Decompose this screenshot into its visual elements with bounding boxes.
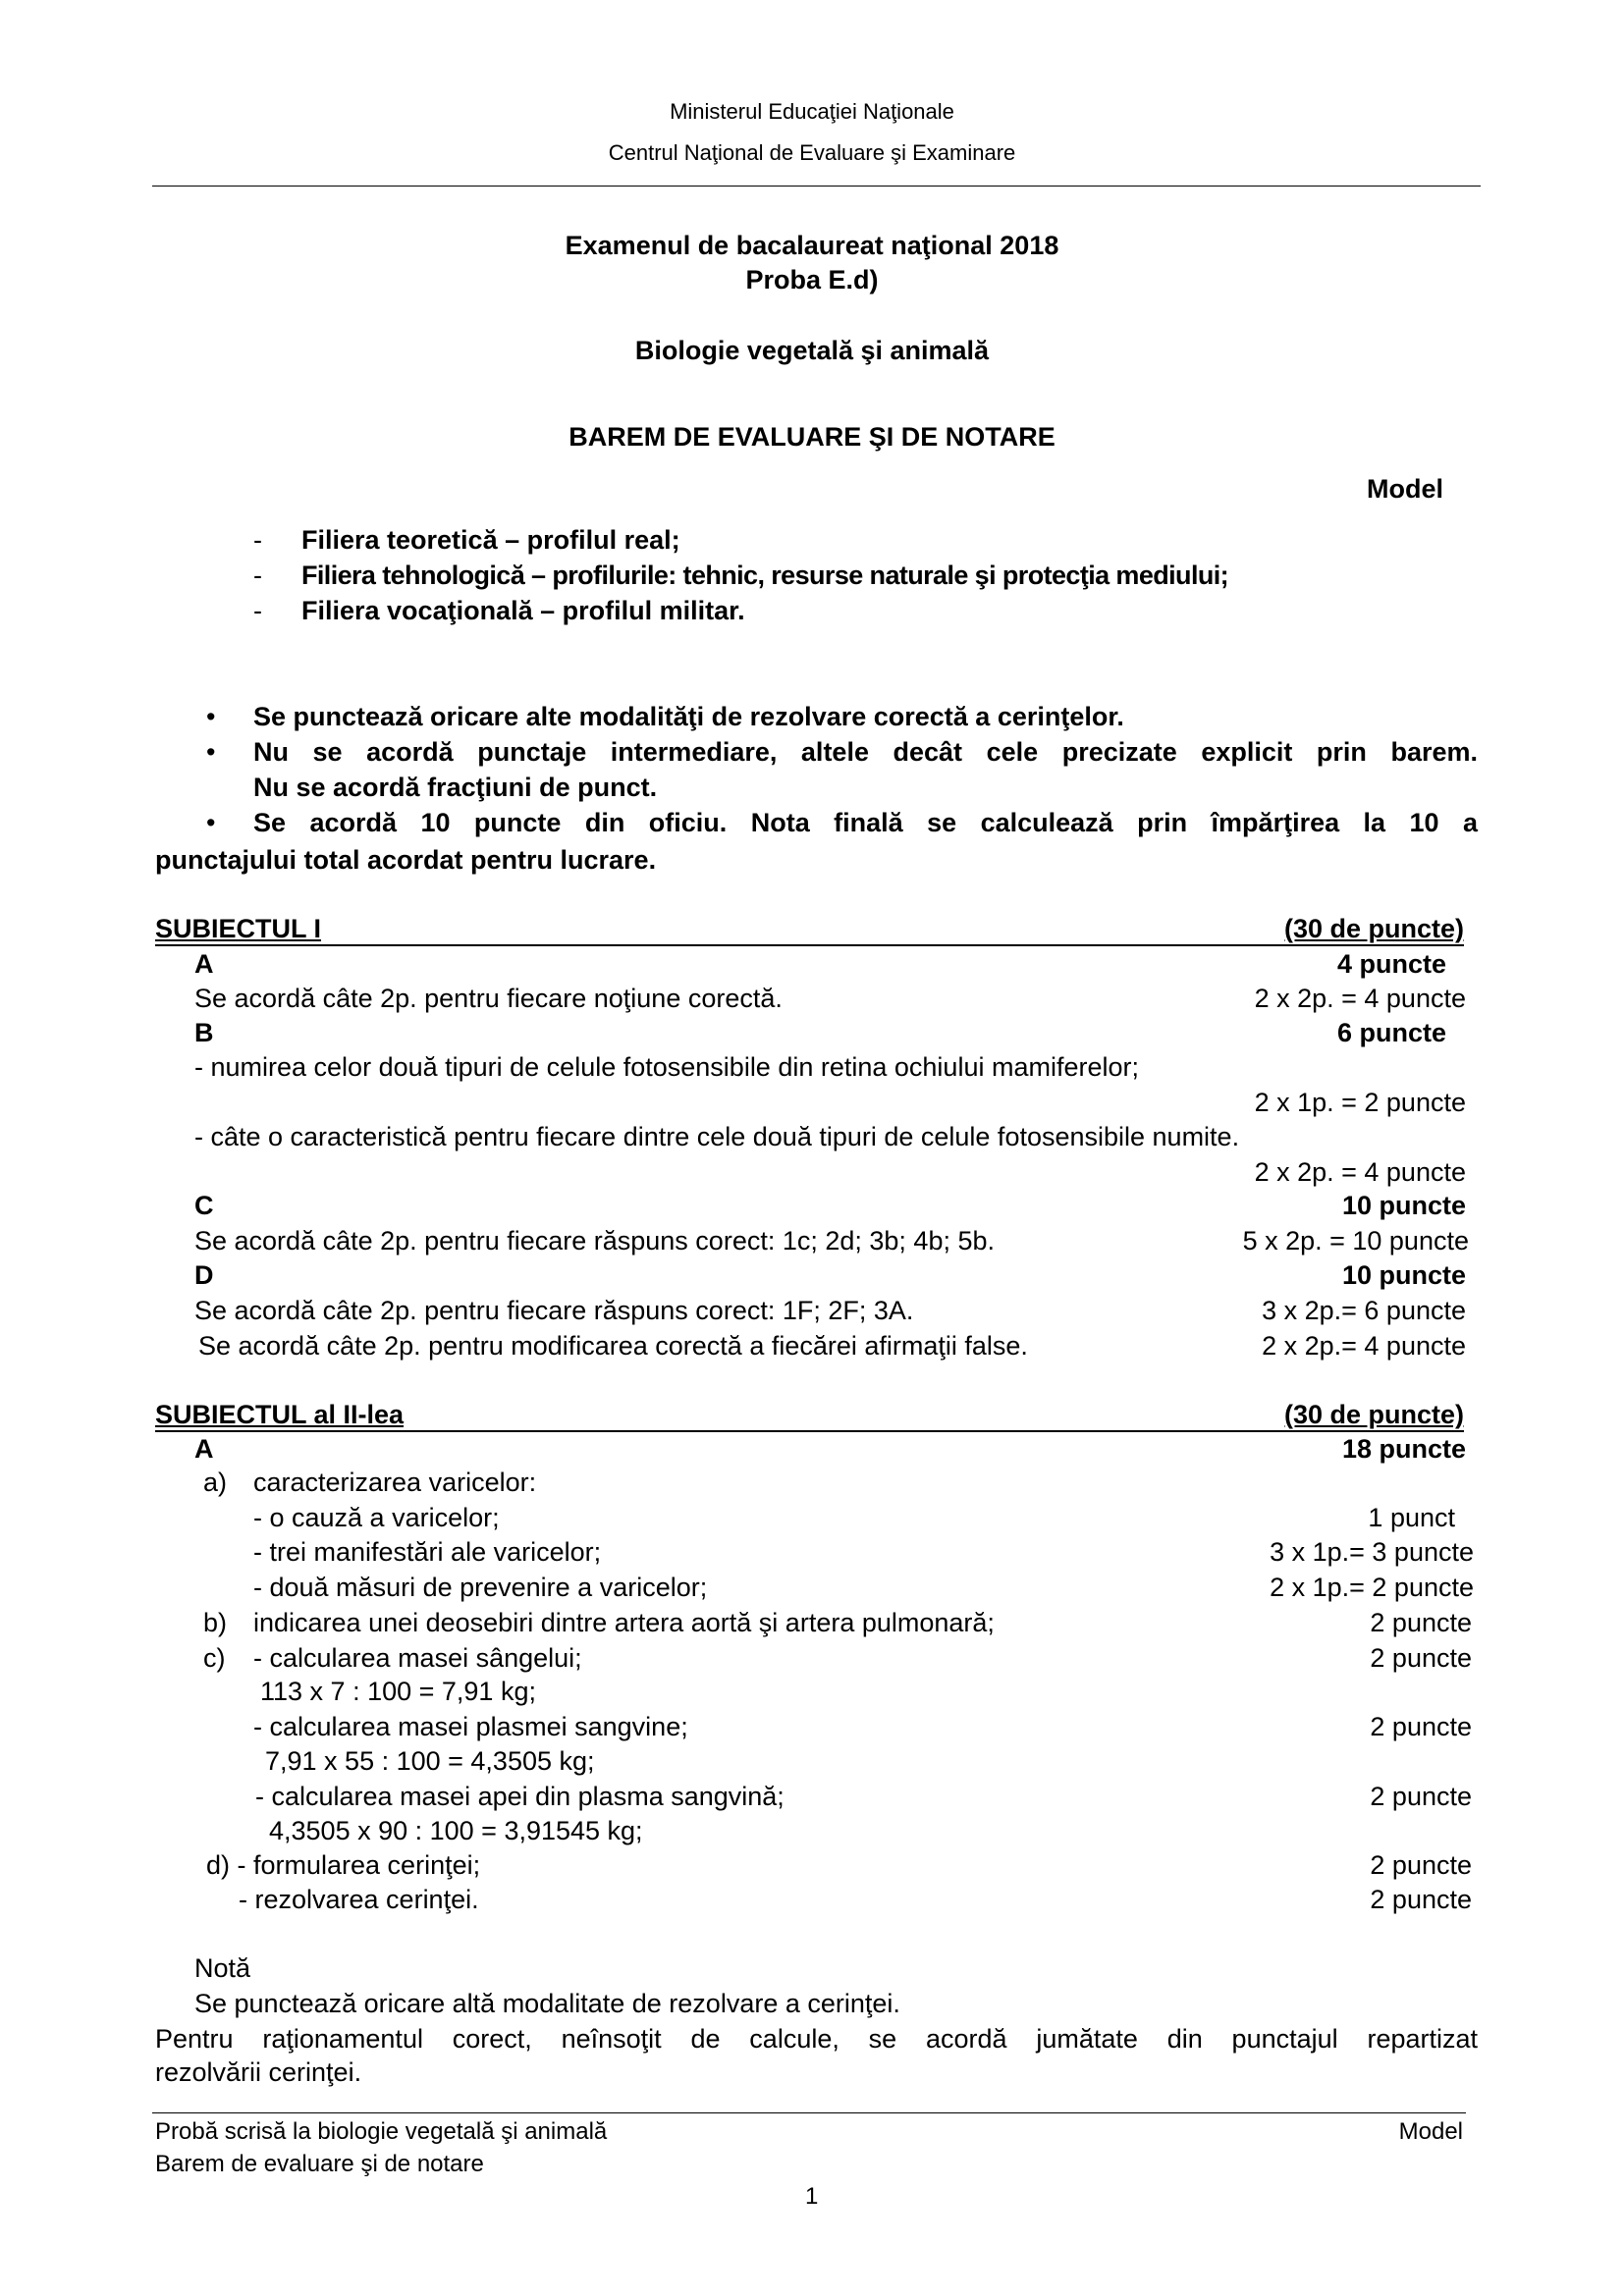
rule-3: Se acordă 10 puncte din oficiu. Nota finală se calculează prin împărţirea la 10 a (253, 808, 1478, 837)
s2-item-a-points: 18 puncte (1341, 1434, 1466, 1464)
subiect-1-title: SUBIECTUL I (155, 914, 322, 943)
item-d-label: D (194, 1260, 214, 1290)
item-b-points: 6 puncte (1336, 1018, 1446, 1047)
item-b-text-2: - câte o caracteristică pentru fiecare dintre cele două tipuri de celule fotosensibile numite. (194, 1122, 1240, 1151)
sub-d-2: - rezolvarea cerinţei. (239, 1885, 479, 1914)
sub-c-2-score: 2 puncte (1370, 1712, 1472, 1741)
sub-a-text: caracterizarea varicelor: (253, 1468, 537, 1497)
item-a-text: Se acordă câte 2p. pentru fiecare noţiune corectă. (194, 984, 783, 1013)
sub-a-label: a) (203, 1468, 228, 1497)
sub-c-label: c) (203, 1643, 226, 1673)
sub-a-3: - două măsuri de prevenire a varicelor; (253, 1573, 708, 1602)
item-b-score-1: 2 x 1p. = 2 puncte (1254, 1088, 1466, 1117)
sub-c-2-formula: 7,91 x 55 : 100 = 4,3505 kg; (265, 1746, 595, 1776)
sub-a-3-score: 2 x 1p.= 2 puncte (1270, 1573, 1474, 1602)
sub-c-1-formula: 113 x 7 : 100 = 7,91 kg; (260, 1677, 536, 1706)
filiera-item: Filiera vocaţională – profilul militar. (301, 596, 745, 625)
bullet: • (206, 808, 216, 837)
sub-c-1: - calcularea masei sângelui; (253, 1643, 582, 1673)
s2-item-a-label: A (194, 1434, 214, 1464)
subiect-1-heading (155, 913, 1464, 946)
footer-line-1: Probă scrisă la biologie vegetală şi animală (155, 2118, 608, 2145)
item-c-text: Se acordă câte 2p. pentru fiecare răspuns corect: 1c; 2d; 3b; 4b; 5b. (194, 1226, 995, 1255)
rule-1: Se punctează oricare alte modalităţi de rezolvare corectă a cerinţelor. (253, 702, 1124, 731)
item-b-text-1: - numirea celor două tipuri de celule fotosensibile din retina ochiului mamiferelor; (194, 1052, 1139, 1082)
nota-title: Notă (194, 1953, 251, 1983)
sub-c-3-score: 2 puncte (1370, 1782, 1472, 1811)
item-d-score-1: 3 x 2p.= 6 puncte (1262, 1296, 1466, 1325)
bullet: • (206, 702, 216, 731)
sub-a-1: - o cauză a varicelor; (253, 1503, 500, 1532)
bullet: • (206, 737, 216, 767)
item-c-score: 5 x 2p. = 10 puncte (1242, 1226, 1469, 1255)
footer-line-2: Barem de evaluare şi de notare (155, 2151, 484, 2177)
page-number: 1 (805, 2183, 819, 2210)
sub-a-2-score: 3 x 1p.= 3 puncte (1270, 1537, 1474, 1567)
item-d-text-2: Se acordă câte 2p. pentru modificarea corectă a fiecărei afirmaţii false. (198, 1331, 1028, 1361)
subiect-2-heading (155, 1399, 1464, 1432)
item-b-label: B (194, 1018, 214, 1047)
item-c-label: C (194, 1191, 214, 1220)
header-divider (152, 186, 1481, 187)
header-ministry: Ministerul Educaţiei Naţionale (670, 99, 954, 124)
rule-2-cont: Nu se acordă fracţiuni de punct. (253, 773, 658, 802)
exam-subject: Biologie vegetală şi animală (634, 336, 990, 365)
header-center: Centrul Naţional de Evaluare şi Examinare (608, 140, 1016, 165)
item-a-label: A (194, 949, 214, 979)
sub-d-2-score: 2 puncte (1370, 1885, 1472, 1914)
footer-divider (152, 2112, 1466, 2113)
sub-c-3-formula: 4,3505 x 90 : 100 = 3,91545 kg; (269, 1816, 643, 1845)
sub-a-1-score: 1 punct (1368, 1503, 1455, 1532)
sub-c-1-score: 2 puncte (1370, 1643, 1472, 1673)
item-a-points: 4 puncte (1336, 949, 1446, 979)
item-b-score-2: 2 x 2p. = 4 puncte (1254, 1157, 1466, 1187)
dash: - (253, 561, 262, 590)
subiect-2-points: (30 de puncte) (1283, 1400, 1464, 1429)
filiera-item: Filiera teoretică – profilul real; (301, 525, 680, 555)
sub-d-1-score: 2 puncte (1370, 1850, 1472, 1880)
item-d-text-1: Se acordă câte 2p. pentru fiecare răspuns corect: 1F; 2F; 3A. (194, 1296, 914, 1325)
nota-text-1: Se punctează oricare altă modalitate de rezolvare a cerinţei. (194, 1989, 900, 2018)
subiect-2-title: SUBIECTUL al II-lea (155, 1400, 405, 1429)
sub-b-score: 2 puncte (1370, 1608, 1472, 1637)
rule-2: Nu se acordă punctaje intermediare, altele decât cele precizate explicit prin barem. (253, 737, 1478, 767)
sub-c-2: - calcularea masei plasmei sangvine; (253, 1712, 688, 1741)
dash: - (253, 525, 262, 555)
item-c-points: 10 puncte (1341, 1191, 1466, 1220)
sub-d-1: d) - formularea cerinţei; (206, 1850, 481, 1880)
exam-title: Examenul de bacalaureat naţional 2018 (565, 231, 1059, 260)
sub-a-2: - trei manifestări ale varicelor; (253, 1537, 602, 1567)
item-d-points: 10 puncte (1341, 1260, 1466, 1290)
exam-proba: Proba E.d) (745, 265, 879, 294)
subiect-1-points: (30 de puncte) (1283, 914, 1464, 943)
footer-model: Model (1398, 2118, 1463, 2145)
dash: - (253, 596, 262, 625)
sub-c-3: - calcularea masei apei din plasma sangvină; (255, 1782, 785, 1811)
nota-text-3: rezolvării cerinţei. (155, 2057, 362, 2087)
filiera-item: Filiera tehnologică – profilurile: tehnic, resurse naturale şi protecţia mediului; (301, 561, 1229, 590)
sub-b-label: b) (203, 1608, 228, 1637)
item-d-score-2: 2 x 2p.= 4 puncte (1262, 1331, 1466, 1361)
nota-text-2: Pentru raţionamentul corect, neînsoţit de calcule, se acordă jumătate din punctajul repartizat (155, 2024, 1478, 2054)
rule-3-cont: punctajului total acordat pentru lucrare. (155, 845, 657, 875)
item-a-score: 2 x 2p. = 4 puncte (1254, 984, 1466, 1013)
sub-b-text: indicarea unei deosebiri dintre artera aortă şi artera pulmonară; (253, 1608, 995, 1637)
model-label: Model (1367, 474, 1443, 504)
barem-title: BAREM DE EVALUARE ŞI DE NOTARE (568, 422, 1056, 452)
